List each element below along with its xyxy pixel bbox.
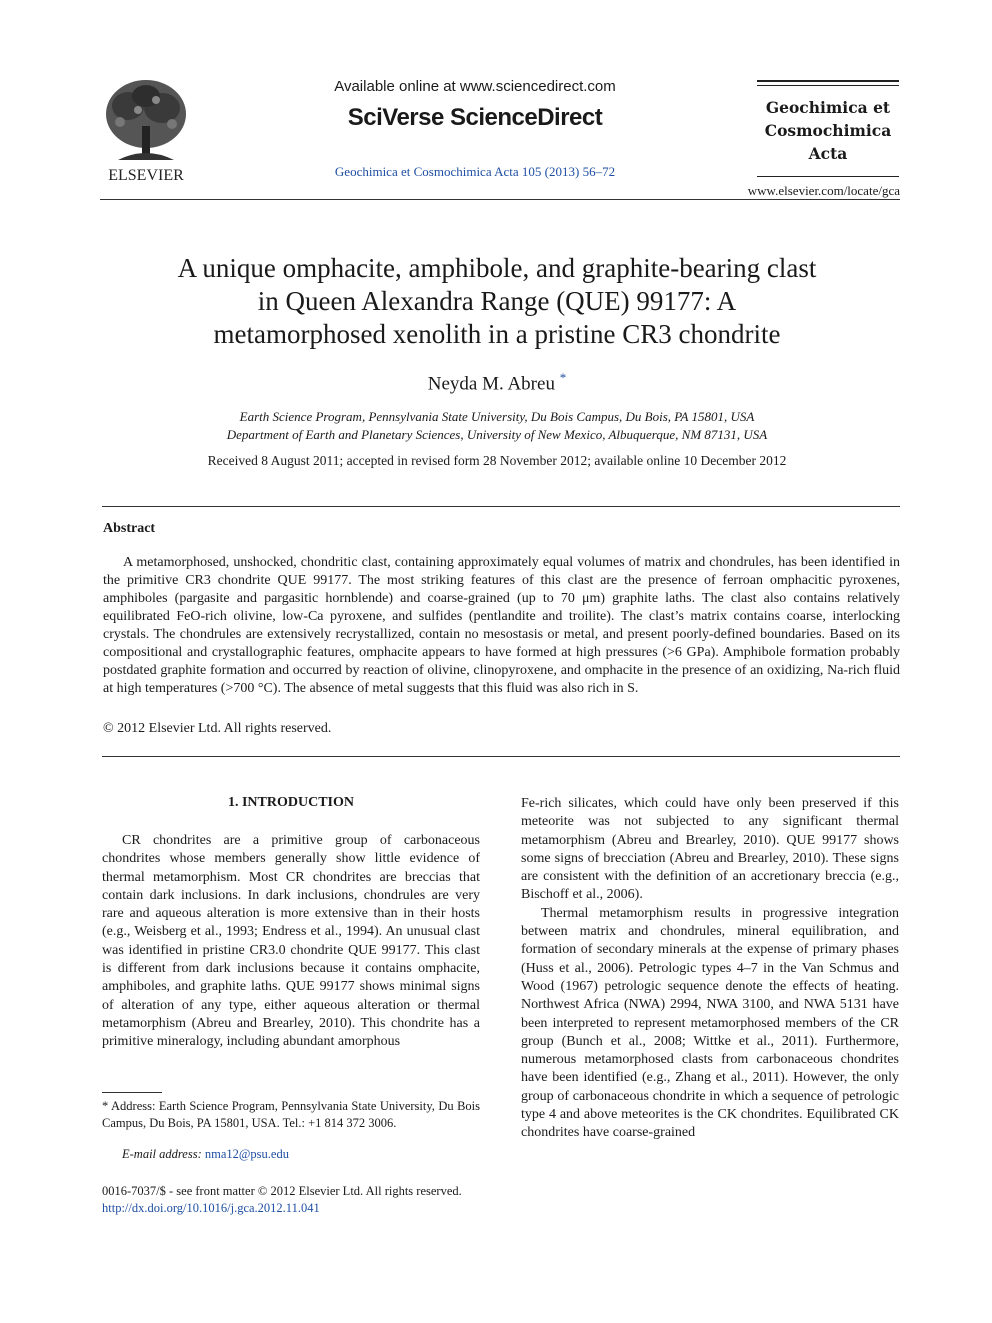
author-footnote-mark[interactable]: * [559, 370, 567, 385]
author-name: Neyda M. Abreu [427, 373, 555, 395]
affiliation-2: Department of Earth and Planetary Sciences, University of New Mexico, Albuquerque, NM 87131, USA [226, 427, 768, 442]
abstract-text: A metamorphosed, unshocked, chondritic clast, containing approximately equal volumes of matrix and chondrules, has been identified in the primitive CR3 chondrite QUE 99177. The most striking features of this clast are the presence of ferroan omphacitic pyroxenes, amphiboles (pargasite and pargasitic hornblende) and coarse-grained (up to 70 μm) graphite laths. The clast also contains relatively equilibrated FeO-rich olivine, low-Ca pyroxene, and sulfides (pentlandite and troilite). The clast’s matrix contains coarse, interlocking crystals. The chondrules are extensively recrystallized, contain no mesostasis or metal, and present poorly-defined boundaries. Based on its compositional and crystallographic features, omphacite appears to have formed at high pressures (>6 GPa). Amphibole formation probably postdated graphite formation and occurred by reaction of olivine, clinopyroxene, and omphacite in the presence of an oxidizing, Na-rich fluid at high temperatures (>700 °C). The absence of metal suggests that this fluid was also rich in S. [103, 555, 900, 696]
email-label: E-mail address: [122, 1147, 202, 1161]
body-column-right [521, 795, 899, 1143]
sciencedirect-brand[interactable]: SciVerse ScienceDirect [347, 104, 603, 131]
abstract-heading: Abstract [103, 521, 156, 536]
svg-text:ELSEVIER: ELSEVIER [108, 167, 184, 184]
affiliation-1: Earth Science Program, Pennsylvania State University, Du Bois Campus, Du Bois, PA 15801, USA [239, 409, 755, 424]
body-column-left: CR chondrites are a primitive group of carbonaceous chondrites whose members generally show little evidence of thermal metamorphism. Most CR chondrites are breccias that contain dark inclusions. In dark inclusions, chondrules are very rare and aqueous alteration is more extensive than in their hosts (e.g., Weisberg et al., 1993; Endress et al., 1994). An unusual clast was identified in pristine CR3.0 chondrite QUE 99177. This clast is different from dark inclusions because it contains omphacite, amphiboles, and graphite laths. QUE 99177 shows minimal signs of alteration of any type, either aqueous alteration or thermal metamorphism (Abreu and Brearley, 2010). This chondrite has a primitive mineralogy, including abundant amorphous [102, 833, 480, 1050]
abstract-rule-top [102, 506, 900, 507]
journal-url[interactable]: www.elsevier.com/locate/gca [747, 183, 900, 198]
body-paragraph: Fe-rich silicates, which could have only been preserved if this meteorite was not subjected to any significant thermal metamorphism (Abreu and Brearley, 2010). QUE 99177 shows some signs of brecciation (Abreu and Brearley, 2010). These signs are consistent with the definition of an accretionary breccia (e.g., Bischoff et al., 2006). [521, 796, 899, 903]
journal-rule-top [757, 80, 899, 82]
elsevier-tree-icon [98, 76, 194, 184]
author [100, 370, 894, 395]
email-link[interactable]: nma12@psu.edu [204, 1147, 289, 1161]
footnote-rule [102, 1092, 162, 1093]
title-line: in Queen Alexandra Range (QUE) 99177: A [257, 286, 737, 316]
article-dates: Received 8 August 2011; accepted in revised form 28 November 2012; available online 10 December 2012 [207, 453, 787, 468]
title-line: A unique omphacite, amphibole, and graphite-bearing clast [177, 253, 817, 283]
author-footnote: * Address: Earth Science Program, Pennsylvania State University, Du Bois Campus, Du Bois, PA 15801, USA. Tel.: +1 814 372 3006. [102, 1099, 480, 1130]
journal-name-line: Geochimica et [765, 98, 891, 117]
journal-rule-top-thin [757, 85, 899, 86]
section-heading: 1. INTRODUCTION [227, 795, 354, 810]
journal-citation[interactable]: Geochimica et Cosmochimica Acta 105 (2013) 56–72 [334, 164, 616, 179]
doi-link[interactable]: http://dx.doi.org/10.1016/j.gca.2012.11.041 [102, 1201, 320, 1215]
header-divider [100, 199, 900, 200]
journal-name [745, 96, 911, 165]
journal-rule-bottom [757, 176, 899, 177]
abstract-rule-bottom [102, 756, 900, 757]
available-online: Available online at www.sciencedirect.com [334, 78, 616, 95]
title-line: metamorphosed xenolith in a pristine CR3 chondrite [213, 319, 781, 349]
journal-name-line: Cosmochimica [764, 121, 892, 140]
issn-line: 0016-7037/$ - see front matter © 2012 Elsevier Ltd. All rights reserved. [102, 1184, 462, 1198]
abstract-copyright: © 2012 Elsevier Ltd. All rights reserved. [103, 721, 332, 736]
elsevier-logo [98, 76, 194, 184]
body-paragraph: Thermal metamorphism results in progressive integration between matrix and chondrules, mineral equilibration, and formation of secondary minerals at the expense of primary phases (Huss et al., 2006). Petrologic types 4–7 in the Van Schmus and Wood (1967) petrologic sequence denote the effects of heating. Northwest Africa (NWA) 2994, NWA 3100, and NWA 5131 have been interpreted to represent metamorphosed members of the CR group (Bunch et al., 2008; Wittke et al., 2011). Furthermore, numerous metamorphosed clasts from carbonaceous chondrites have been identified (e.g., Zhang et al., 2011). However, the only group of carbonaceous chondrite in which a sequence of petrologic type 4 and above meteorites is the CK chondrites. Equilibrated CK chondrites have coarse-grained [521, 905, 899, 1141]
journal-name-line: Acta [808, 144, 848, 163]
article-title [100, 252, 894, 351]
email-line [122, 1147, 289, 1162]
